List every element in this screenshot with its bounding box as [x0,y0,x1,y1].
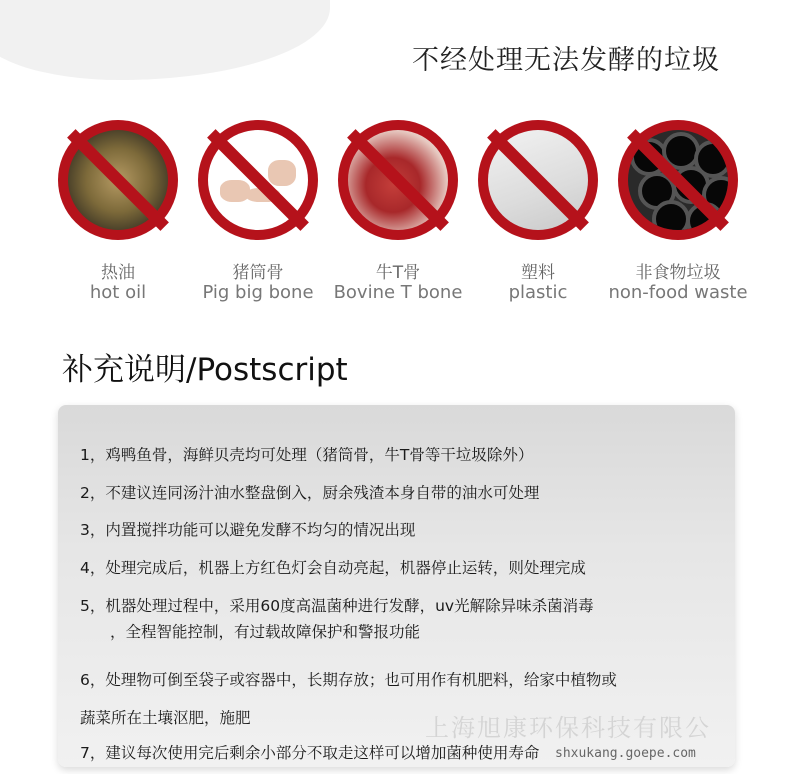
postscript-line: 1，鸡鸭鱼骨，海鲜贝壳均可处理（猪筒骨，牛T骨等干垃圾除外） [80,446,534,464]
postscript-line: 7，建议每次使用完后剩余小部分不取走这样可以增加菌种使用寿命 [80,744,540,762]
item-label-en: plastic [508,282,568,303]
postscript-line: 3，内置搅拌功能可以避免发酵不均匀的情况出现 [80,521,416,539]
postscript-line: 6，处理物可倒至袋子或容器中，长期存放；也可用作有机肥料，给家中植物或 [80,671,617,689]
item-label-en: non-food waste [608,282,748,303]
item-label-en: hot oil [89,282,147,303]
postscript-title: 补充说明/Postscript [62,352,348,388]
item-label-cn: 非食物垃圾 [635,263,721,283]
item-label-cn: 塑料 [521,263,555,283]
item-label-en: Bovine T bone [333,282,463,303]
postscript-line: ，全程智能控制，有过载故障保护和警报功能 [110,623,421,641]
url-watermark: shxukang.goepe.com [555,746,696,761]
page-title: 不经处理无法发酵的垃圾 [412,45,720,76]
item-label-en: Pig big bone [202,282,314,303]
prohibit-sign [58,120,178,240]
postscript-line: 4，处理完成后，机器上方红色灯会自动亮起，机器停止运转，则处理完成 [80,559,586,577]
prohibit-sign [478,120,598,240]
postscript-line: 5，机器处理过程中，采用60度高温菌种进行发酵，uv光解除异味杀菌消毒 [80,597,594,615]
postscript-line: 2，不建议连同汤汁油水整盘倒入，厨余残渣本身自带的油水可处理 [80,484,540,502]
item-label-cn: 热油 [101,263,135,283]
prohibit-sign [338,120,458,240]
company-watermark: 上海旭康环保科技有限公 [425,714,711,742]
prohibit-sign [198,120,318,240]
prohibit-sign [618,120,738,240]
item-label-cn: 猪筒骨 [232,263,284,283]
item-label-cn: 牛T骨 [375,263,421,283]
postscript-line: 蔬菜所在土壤沤肥，施肥 [80,709,251,727]
prohibited-items-row [0,0,789,320]
